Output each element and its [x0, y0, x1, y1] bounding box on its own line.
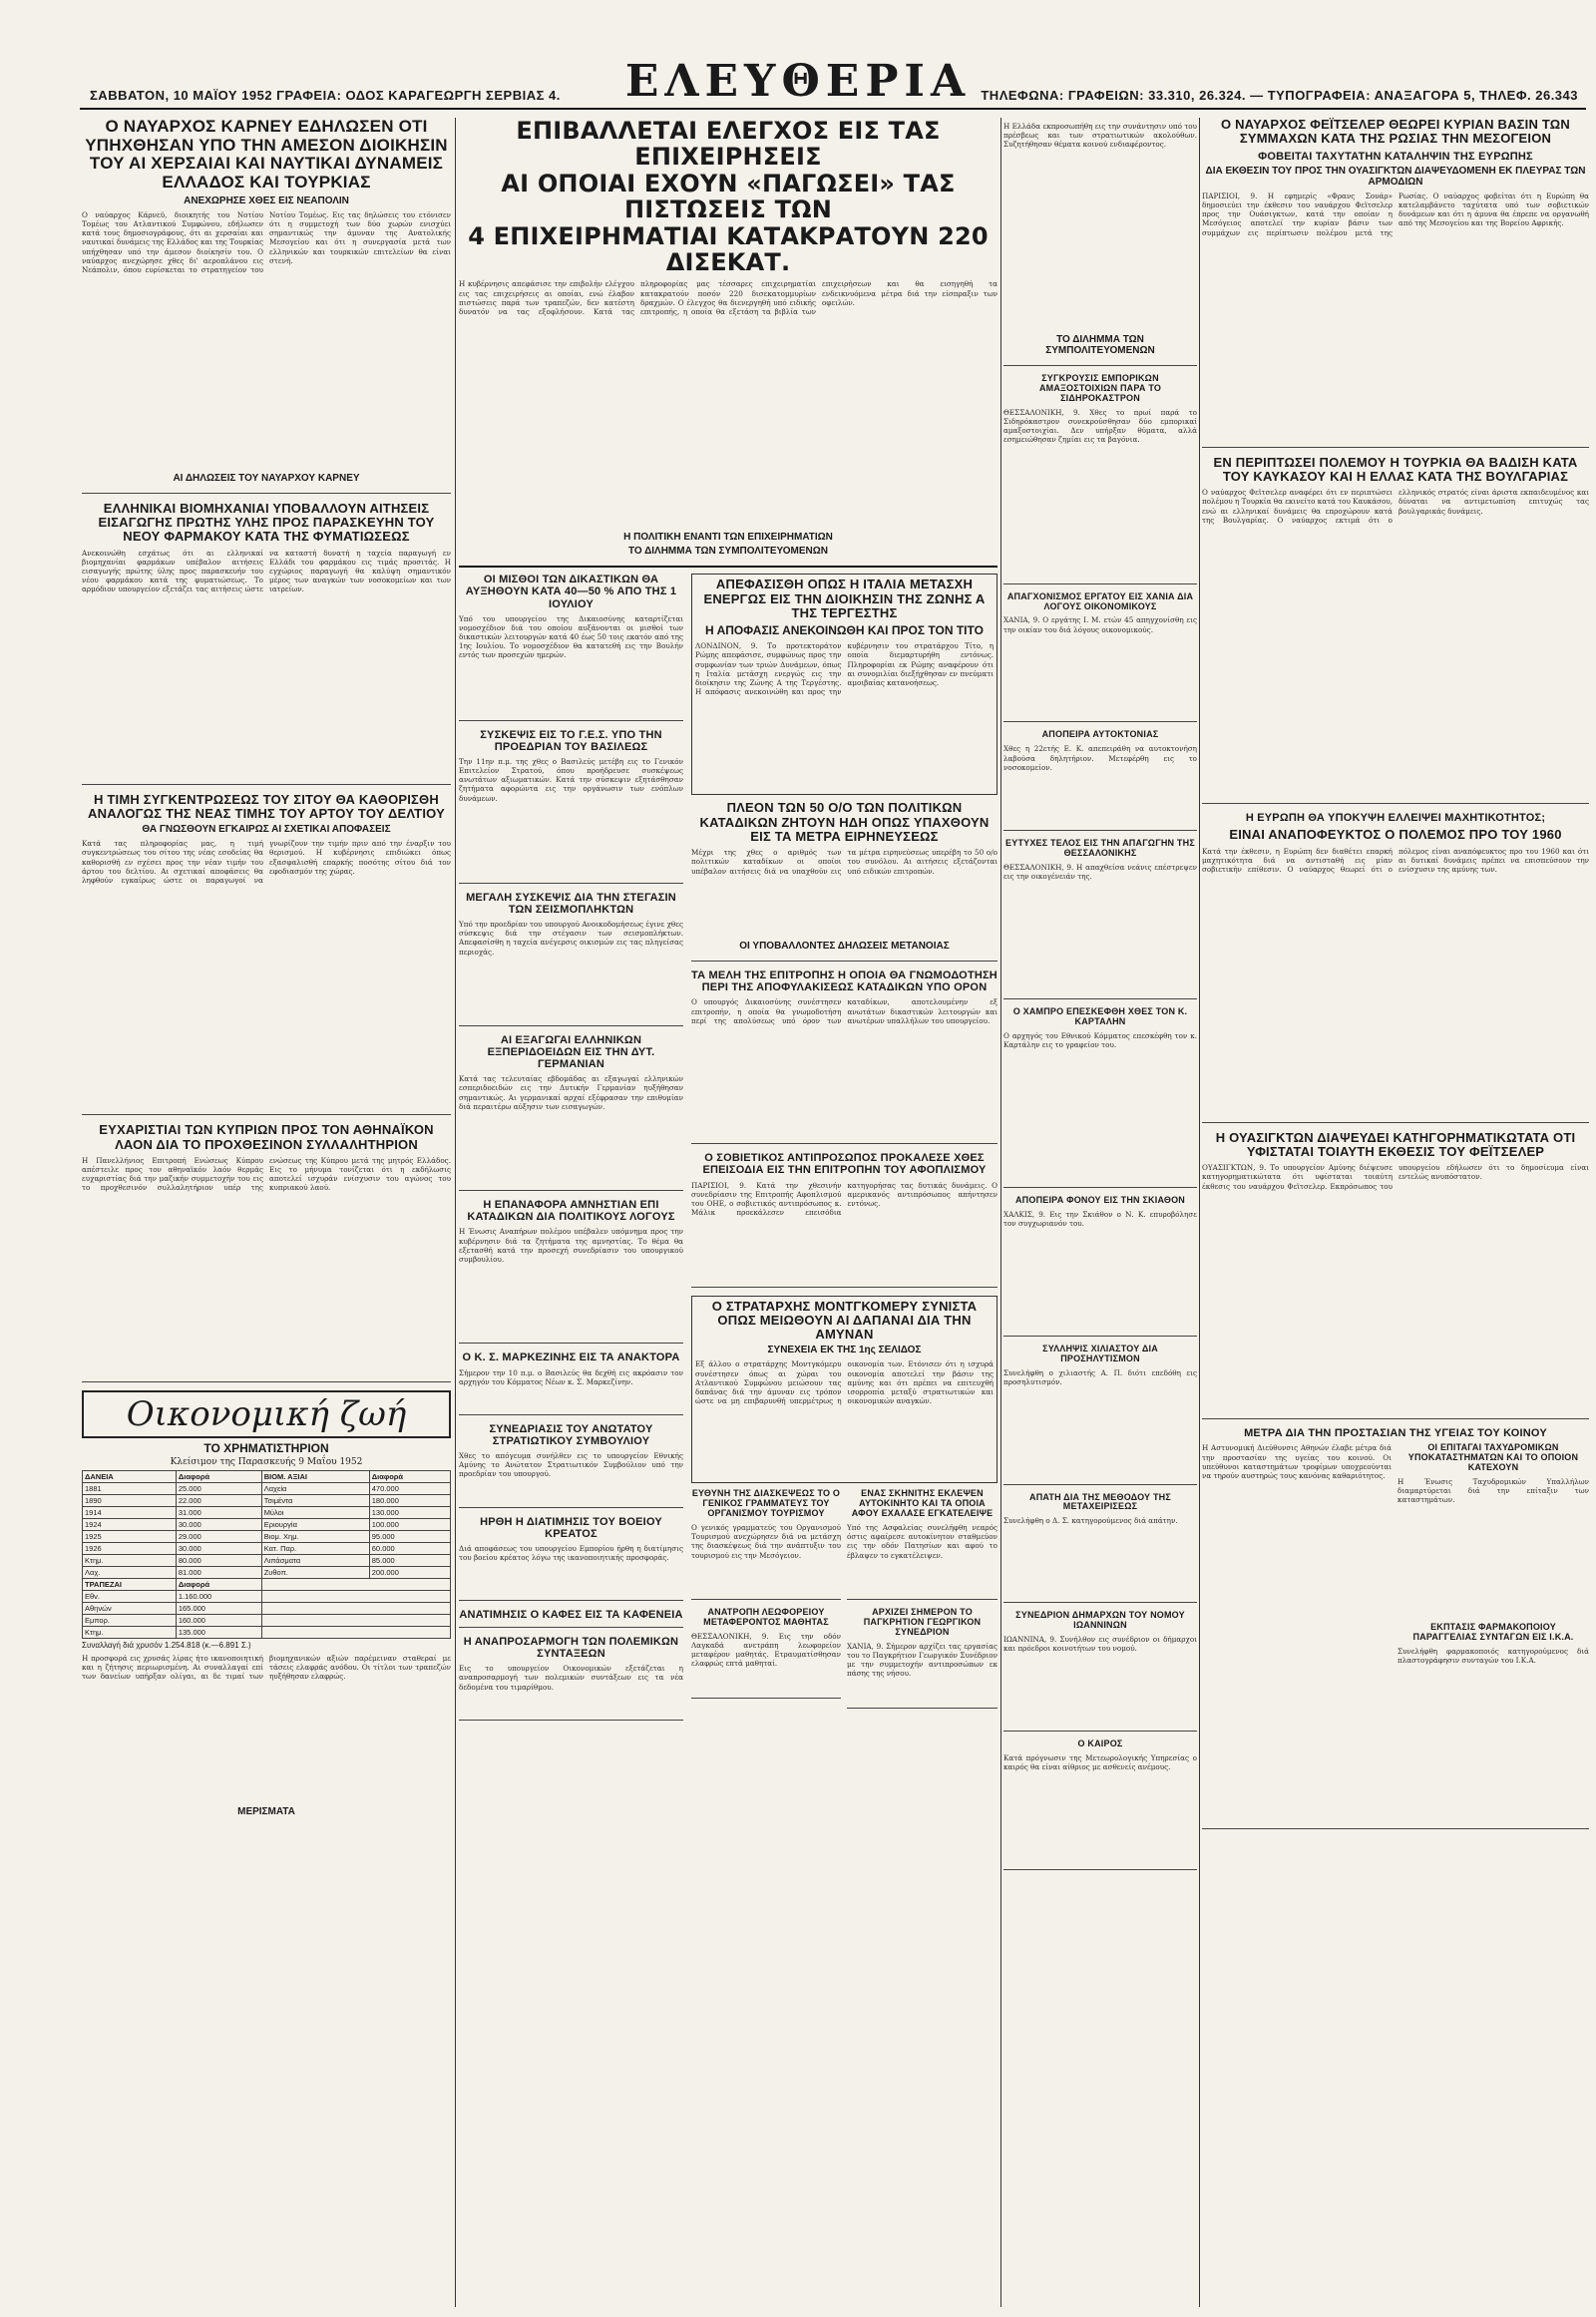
article-murder-attempt: [1003, 1196, 1197, 1337]
article-body: ΠΑΡΙΣΙΟΙ, 9. Κατά την χθεσινήν συνεδρίασιν της Επιτροπής Αφοπλισμού του ΟΗΕ, ο σοβιετικός αντιπρόσωπος κ. Μάλικ προεκάλεσεν επεισόδια κατηγορήσας τας δυτικάς δυνάμεις. Ο αμερικανός αντιπρόσωπος απήντησεν εντόνως.: [691, 1180, 998, 1218]
table-cell: 1925: [83, 1530, 177, 1542]
table-row: [83, 1494, 451, 1506]
table-row: [83, 1626, 451, 1638]
table-cell: Λαχεία: [261, 1482, 369, 1494]
table-cell: [261, 1578, 450, 1590]
article-subhead: Η ΠΟΛΙΤΙΚΗ ΕΝΑΝΤΙ ΤΩΝ ΕΠΙΧΕΙΡΗΜΑΤΙΩΝ: [623, 532, 833, 544]
article-headline: ΣΥΝΕΔΡΙΑΣΙΣ ΤΟΥ ΑΝΩΤΑΤΟΥ ΣΤΡΑΤΙΩΤΙΚΟΥ ΣΥΜΒΟΥΛΙΟΥ: [489, 1422, 653, 1447]
article-body: Ο ναύαρχος Κάρνεϋ, διοικητής του Νοτίου Τομέως του Ατλαντικού Συμφώνου, εδήλωσεν κατά τους δημοσιογράφους, ότι αι χερσαίαι και ναυτικαί δυνάμεις της Ελλάδος και της Τουρκίας υπήχθησαν υπό την άμεσον διοίκησίν του. Ο ναύαρχος ανεχώρησε χθες δι' αεροπλάνου εις Νεάπολιν, όπου ευρίσκεται το στρατηγείον του Νοτίου Τομέως. Εις τας δηλώσεις του ετόνισεν ότι η συμμετοχή των δύο χωρών ενισχύει σημαντικώς την άμυναν της Ανατολικής Μεσογείου και ότι η συνεργασία μετά των ελληνικών και τουρκικών επιτελείων θα είναι στενή.: [82, 209, 451, 274]
article-body: ΛΟΝΔΙΝΟΝ, 9. Το προτεκτοράτον Ρώμης απεφάσισε, συμφώνως προς την συμφωνίαν των τριών Δυνάμεων, όπως η Ιταλία μετάσχη ενεργώς εις την διοίκησιν της Ζώνης Α της Τεργέστης. Η απόφασις ανεκοινώθη και προς την κυβέρνησιν του στρατάρχου Τίτο, η οποία διεμαρτυρήθη εντόνως. Πληροφορίαι εκ Ρώμης αναφέρουν ότι αι συνομιλίαι διεξήχθησαν εν πνεύματι αμοιβαίας κατανοήσεως.: [695, 641, 994, 697]
article-turkey-greece-war: [1202, 456, 1589, 805]
column-left: [82, 118, 451, 2307]
article-headline: ΕΝ ΠΕΡΙΠΤΩΣΕΙ ΠΟΛΕΜΟΥ Η ΤΟΥΡΚΙΑ ΘΑ ΒΑΔΙΣΗ ΚΑΤΑ ΤΟΥ ΚΑΥΚΑΣΟΥ ΚΑΙ Η ΕΛΛΑΣ ΚΑΤΑ ΤΗΣ ΒΟΥΛΓΑΡΙΑΣ: [1213, 454, 1578, 484]
article-beef-price: [459, 1516, 683, 1601]
article-headline: ΑΝΑΤΡΟΠΗ ΛΕΩΦΟΡΕΙΟΥ ΜΕΤΑΦΕΡΟΝΤΟΣ ΜΑΘΗΤΑΣ: [703, 1607, 829, 1627]
table-cell: 1890: [83, 1494, 177, 1506]
article-body: Ο αρχηγός του Εθνικού Κόμματος επεσκέφθη τον κ. Καρτάλην εις το γραφείον του.: [1003, 1030, 1197, 1050]
article-continued: [1003, 122, 1197, 366]
article-body: Ο υπουργός Δικαιοσύνης συνέστησεν επιτροπήν, η οποία θα γνωμοδοτήση περί της απολύσεως υπό όρον των καταδίκων, αποτελουμένην εξ ανωτάτων δικαστικών λειτουργών και ανωτέρων υπαλλήλων του υπουργείου.: [691, 997, 998, 1025]
health-split: [1202, 1439, 1589, 1822]
table-cell: Κτημ.: [83, 1626, 177, 1638]
table-cell: 25.000: [176, 1482, 261, 1494]
table-cell: [261, 1602, 450, 1614]
article-fechteler: [1202, 118, 1589, 448]
table-cell: 29.000: [176, 1530, 261, 1542]
article-headline: ΑΡΧΙΖΕΙ ΣΗΜΕΡΟΝ ΤΟ ΠΑΓΚΡΗΤΙΟΝ ΓΕΩΡΓΙΚΟΝ ΣΥΝΕΔΡΙΟΝ: [863, 1607, 982, 1637]
table-cell: 100.000: [369, 1518, 450, 1530]
table-cell: 60.000: [369, 1542, 450, 1554]
article-body: Υπό του υπουργείου της Δικαιοσύνης καταρτίζεται νομοσχέδιον διά του οποίου αυξάνονται οι μισθοί των δικαστικών λειτουργών κατά 40 έως 50 τοις εκατόν από της 1ης Ιουλίου. Το νομοσχέδιον θα κατατεθή εις την Βουλήν εντός των προσεχών ημερών.: [459, 613, 683, 660]
table-row: [83, 1554, 451, 1566]
article-headline: ΤΑ ΜΕΛΗ ΤΗΣ ΕΠΙΤΡΟΠΗΣ Η ΟΠΟΙΑ ΘΑ ΓΝΩΜΟΔΟΤΗΣΗ ΠΕΡΙ ΤΗΣ ΑΠΟΦΥΛΑΚΙΣΕΩΣ ΚΑΤΑΔΙΚΩΝ ΥΠΟ ΟΡΟΝ: [691, 969, 998, 994]
article-fraud: [1003, 1493, 1197, 1604]
article-headline: Η ΟΥΑΣΙΓΚΤΩΝ ΔΙΑΨΕΥΔΕΙ ΚΑΤΗΓΟΡΗΜΑΤΙΚΩΤΑΤΑ ΟΤΙ ΥΦΙΣΤΑΤΑΙ ΤΟΙΑΥΤΗ ΕΚΘΕΣΙΣ ΤΟΥ ΦΕΪΤΣΕΛΕΡ: [1215, 1129, 1576, 1159]
article-montgomery: [691, 1296, 998, 1484]
article-wheat: [82, 793, 451, 1116]
column-narrow: [1003, 118, 1197, 2307]
article-headline: ΣΥΣΚΕΨΙΣ ΕΙΣ ΤΟ Γ.Ε.Σ. ΥΠΟ ΤΗΝ ΠΡΟΕΔΡΙΑΝ ΤΟΥ ΒΑΣΙΛΕΩΣ: [480, 728, 662, 753]
article-headline: Ο Κ. Σ. ΜΑΡΚΕΖΙΝΗΣ ΕΙΣ ΤΑ ΑΝΑΚΤΟΡΑ: [462, 1352, 680, 1364]
article-body: ΘΕΣΣΑΛΟΝΙΚΗ, 9. Χθες το πρωί παρά το Σιδηρόκαστρον συνεκρούσθησαν δύο εμπορικαί αμαξοστοιχίαι. Δεν υπήρξαν θύματα, αλλά εσημειώθησαν ζημίαι εις τα βαγόνια.: [1003, 407, 1197, 445]
table-cell: 80.000: [176, 1554, 261, 1566]
masthead-date-address: ΣΑΒΒΑΤΟΝ, 10 ΜΑΪΟΥ 1952 ΓΡΑΦΕΙΑ: ΟΔΟΣ ΚΑΡΑΓΕΩΡΓΗ ΣΕΡΒΙΑΣ 4.: [90, 88, 561, 103]
table-cell: 1926: [83, 1542, 177, 1554]
health-right: [1397, 1439, 1589, 1822]
article-headline: ΕΥΘΥΝΗ ΤΗΣ ΔΙΑΣΚΕΨΕΩΣ ΤΟ Ο ΓΕΝΙΚΟΣ ΓΡΑΜΜΑΤΕΥΣ ΤΟΥ ΟΡΓΑΝΙΣΜΟΥ ΤΟΥΡΙΣΜΟΥ: [691, 1488, 841, 1519]
article-headline: Η ΕΥΡΩΠΗ ΘΑ ΥΠΟΚΥΨΗ ΕΛΛΕΙΨΕΙ ΜΑΧΗΤΙΚΟΤΗΤΟΣ;: [1245, 812, 1546, 825]
table-cell: 180.000: [369, 1494, 450, 1506]
article-body: Η Πανελλήνιος Επιτροπή Ενώσεως Κύπρου απέστειλε προς τον αθηναϊκόν λαόν θερμάς ευχαριστίας διά την μαζικήν συμμετοχήν του εις το προχθεσινόν συλλαλητήριον υπέρ της ενώσεως της Κύπρου μετά της μητρός Ελλάδος. Εις το μήνυμα τονίζεται ότι η εκδήλωσις αποτελεί ισχυράν ενίσχυσιν του αγώνος του κυπριακού λαού.: [82, 1155, 451, 1193]
article-body: Υπό της Ασφαλείας συνελήφθη νεαρός όστις αφαίρεσε αυτοκίνητον σταθμεύον εις την οδόν Πατησίων και αφού το έβλαψεν το εγκατέλειψεν.: [847, 1523, 998, 1560]
article-body: Χθες η 22ετής Ε. Κ. απεπειράθη να αυτοκτονήση λαβούσα δηλητήριον. Μετεφέρθη εις το νοσοκομείον.: [1003, 744, 1197, 772]
article-body: Ο γενικός γραμματεύς του Οργανισμού Τουρισμού ανεχώρησεν διά να μετάσχη της διασκέψεως διά την ανάπτυξιν του τουρισμού εις την Μεσόγειον.: [691, 1523, 841, 1560]
center-bottom-split: [691, 1489, 998, 1716]
table-cell: Μύλοι: [261, 1506, 369, 1518]
table-cell: Λιπάσματα: [261, 1554, 369, 1566]
table-cell: 1924: [83, 1518, 177, 1530]
article-subhead: Η ΑΠΟΦΑΣΙΣ ΑΝΕΚΟΙΝΩΘΗ ΚΑΙ ΠΡΟΣ ΤΟΝ ΤΙΤΟ: [705, 623, 984, 638]
article-tourism: [691, 1489, 841, 1600]
table-header: ΔΑΝΕΙΑ: [83, 1470, 177, 1482]
table-row: [83, 1530, 451, 1542]
article-headline: Η ΕΠΑΝΑΦΟΡΑ ΑΜΝΗΣΤΙΑΝ ΕΠΙ ΚΑΤΑΔΙΚΩΝ ΔΙΑ ΠΟΛΙΤΙΚΟΥΣ ΛΟΓΟΥΣ: [467, 1199, 675, 1224]
table-row: [83, 1542, 451, 1554]
masthead: [0, 0, 1596, 112]
column-right: [1202, 118, 1589, 2307]
article-train-collision: [1003, 374, 1197, 584]
article-headline: ΦΟΒΕΙΤΑΙ ΤΑΧΥΤΑΤΗΝ ΚΑΤΑΛΗΨΙΝ ΤΗΣ ΕΥΡΩΠΗΣ: [1258, 150, 1533, 163]
article-headline: ΕΥΧΑΡΙΣΤΙΑΙ ΤΩΝ ΚΥΠΡΙΩΝ ΠΡΟΣ ΤΟΝ ΑΘΗΝΑΪΚΟΝ ΛΑΟΝ ΔΙΑ ΤΟ ΠΡΟΧΘΕΣΙΝΟΝ ΣΥΛΛΑΛΗΤΗΡΙΟΝ: [99, 1122, 434, 1152]
stock-table: [82, 1470, 451, 1639]
article-judges-salaries: [459, 574, 683, 720]
article-release-committee: [691, 969, 998, 1144]
article-body: ΟΥΑΣΙΓΚΤΩΝ, 9. Το υπουργείον Αμύνης διέψευσε κατηγορηματικώτατα ότι υφίσταται τοιαύτη έκθεσις του ναυάρχου Φεϊτσελερ. Εκπρόσωπος του υπουργείου εδήλωσεν ότι το δημοσίευμα είναι εντελώς ανυπόστατον.: [1202, 1163, 1589, 1191]
section-subtitle: ΤΟ ΧΡΗΜΑΤΙΣΤΗΡΙΟΝ: [203, 1440, 329, 1455]
article-mayors: [1003, 1611, 1197, 1732]
article-cretan-congress: [847, 1608, 998, 1709]
table-cell: Εμπορ.: [83, 1614, 177, 1626]
article-pharma: [82, 502, 451, 785]
lead-headline-line: 4 ΕΠΙΧΕΙΡΗΜΑΤΙΑΙ ΚΑΤΑΚΡΑΤΟΥΝ 220 ΔΙΣΕΚΑΤ.: [468, 221, 989, 276]
article-markezinis: [459, 1352, 683, 1414]
table-header-row: [83, 1578, 451, 1590]
article-headline: Ο ΣΤΡΑΤΑΡΧΗΣ ΜΟΝΤΓΚΟΜΕΡΥ ΣΥΝΙΣΤΑ ΟΠΩΣ ΜΕΙΩΘΟΥΝ ΑΙ ΔΑΠΑΝΑΙ ΔΙΑ ΤΗΝ ΑΜΥΝΑΝ: [711, 1298, 978, 1343]
article-war-pensions: [459, 1636, 683, 1721]
article-proselytism: [1003, 1345, 1197, 1485]
article-citrus-exports: [459, 1034, 683, 1191]
article-body: Η προσφορά εις χρυσάς λίρας ήτο ικανοποιητική και η ζήτησις περιωρισμένη. Αι συναλλαγαί επί των δανείων υπήρξαν ολίγαι, αι δε τιμαί των βιομηχανικών αξιών παρέμειναν σταθεραί με τάσεις ελαφράς ανόδου. Οι τίτλοι των τραπεζών ηυξήθησαν ελαφρώς.: [82, 1653, 451, 1682]
table-header: Διαφορά: [176, 1578, 261, 1590]
health-left: [1202, 1439, 1392, 1822]
gold-transactions-total: Συναλλαγή διά χρυσόν 1.254.818 (κ.—6.891 Σ.): [82, 1640, 251, 1650]
article-body: ΧΑΛΚΙΣ, 9. Εις την Σκιάθον ο Ν. Κ. επυροβόλησε τον συγχωριανόν του.: [1003, 1209, 1197, 1228]
article-body: Εις το υπουργείον Οικονομικών εξετάζεται η αναπροσαρμογή των πολεμικών συντάξεων εις τα νέα δεδομένα του τιμαρίθμου.: [459, 1664, 683, 1692]
table-cell: [261, 1614, 450, 1626]
table-cell: Τσιμέντα: [261, 1494, 369, 1506]
table-cell: 1.160.000: [176, 1590, 261, 1602]
article-body: Κατά τας τελευταίας εβδομάδας αι εξαγωγαί ελληνικών εσπεριδοειδών εις την Δυτικήν Γερμανίαν ηυξήθησαν σημαντικώς. Αι γερμανικαί αρχαί εξέφρασαν την επιθυμίαν διά περαιτέρω αύξησιν των εισαγωγών.: [459, 1074, 683, 1111]
table-cell: Εθν.: [83, 1590, 177, 1602]
article-headline: Ο ΧΑΜΠΡΟ ΕΠΕΣΚΕΦΘΗ ΧΘΕΣ ΤΟΝ Κ. ΚΑΡΤΑΛΗΝ: [1012, 1006, 1188, 1027]
article-king-meeting: [459, 729, 683, 884]
table-cell: 22.000: [176, 1494, 261, 1506]
article-earthquake-housing: [459, 892, 683, 1026]
table-cell: 165.000: [176, 1602, 261, 1614]
article-soviet-delegate: [691, 1152, 998, 1287]
article-body: ΠΑΡΙΣΙΟΙ, 9. Η εφημερίς «Φρανς Σουάρ» δημοσιεύει την έκθεσιν του ναυάρχου Φεϊτσελερ προς την Ουάσιγκτων, κατά την οποίαν η Μεσόγειος αποτελεί την κυρίαν βάσιν των συμμάχων εις περίπτωσιν πολέμου μετά της Ρωσίας. Ο ναύαρχος φοβείται ότι η Ευρώπη θα κατελαμβάνετο ταχύτατα υπό των σοβιετικών δυνάμεων και ότι η άμυνα θα έπρεπε να οργανωθή από της Μεσογείου και της Βορείου Αφρικής.: [1202, 191, 1589, 237]
article-headline: ΜΕΓΑΛΗ ΣΥΣΚΕΨΙΣ ΔΙΑ ΤΗΝ ΣΤΕΓΑΣΙΝ ΤΩΝ ΣΕΙΣΜΟΠΛΗΚΤΩΝ: [466, 891, 676, 916]
table-row: [83, 1590, 451, 1602]
article-worker-suicide: [1003, 592, 1197, 723]
article-trieste: [691, 574, 998, 795]
article-headline: ΑΠΑΓΧΟΝΙΣΜΟΣ ΕΡΓΑΤΟΥ ΕΙΣ ΧΑΝΙΑ ΔΙΑ ΛΟΓΟΥΣ ΟΙΚΟΝΟΜΙΚΟΥΣ: [1006, 590, 1194, 611]
article-amnesty: [459, 1199, 683, 1344]
table-row: [83, 1506, 451, 1518]
table-cell: 200.000: [369, 1566, 450, 1578]
article-body: Η Αστυνομική Διεύθυνσις Αθηνών έλαβε μέτρα διά την προστασίαν της υγείας του κοινού. Οι υπεύθυνοι καταστημάτων τροφίμων υποχρεούνται να τηρούν αυστηρώς τους κανόνας καθαριότητος.: [1202, 1443, 1392, 1480]
center-right-subcolumn: [691, 574, 998, 1729]
table-row: [83, 1602, 451, 1614]
article-body: Χθες το απόγευμα συνήλθεν εις το υπουργείον Εθνικής Αμύνης το Ανώτατον Στρατιωτικόν Συμβούλιον υπό την προεδρίαν του υπουργού.: [459, 1450, 683, 1479]
article-headline: ΣΥΛΛΗΨΙΣ ΧΙΛΙΑΣΤΟΥ ΔΙΑ ΠΡΟΣΗΛΥΤΙΣΜΟΝ: [1042, 1343, 1158, 1363]
article-headline: Ο ΚΑΙΡΟΣ: [1077, 1738, 1123, 1749]
table-row: [83, 1614, 451, 1626]
article-headline: ΟΙ ΜΙΣΘΟΙ ΤΩΝ ΔΙΚΑΣΤΙΚΩΝ ΘΑ ΑΥΞΗΘΟΥΝ ΚΑΤΑ 40—50 % ΑΠΟ ΤΗΣ 1 ΙΟΥΛΙΟΥ: [465, 574, 677, 610]
table-cell: 135.000: [176, 1626, 261, 1638]
article-headline: Η ΑΝΑΠΡΟΣΑΡΜΟΓΗ ΤΩΝ ΠΟΛΕΜΙΚΩΝ ΣΥΝΤΑΞΕΩΝ: [463, 1636, 679, 1661]
article-body: Την 11ην π.μ. της χθες ο Βασιλεύς μετέβη εις το Γενικόν Επιτελείον Στρατού, όπου προήδρευσε συσκέψεως ανωτάτων αξιωματικών. Κατά την σύσκεψιν εξητάσθησαν ζητήματα αφορώντα εις την οργάνωσιν των ενόπλων δυνάμεων.: [459, 756, 683, 803]
article-body: Ο ναύαρχος Φεϊτσελερ αναφέρει ότι εν περιπτώσει πολέμου η Τουρκία θα εκινείτο κατά του Καυκάσου, ενώ αι ελληνικαί δυνάμεις θα επροχώρουν κατά της Βουλγαρίας. Ο ναύαρχος εκτιμά ότι ο ελληνικός στρατός είναι άριστα εκπαιδευμένος και δύναται να αντιμετωπίση επιτυχώς τας βουλγαρικάς δυνάμεις.: [1202, 488, 1589, 525]
article-headline: Η ΤΙΜΗ ΣΥΓΚΕΝΤΡΩΣΕΩΣ ΤΟΥ ΣΙΤΟΥ ΘΑ ΚΑΘΟΡΙΣΘΗ ΑΝΑΛΟΓΩΣ ΤΗΣ ΝΕΑΣ ΤΙΜΗΣ ΤΟΥ ΑΡΤΟΥ ΤΟΥ ΔΕΛΤΙΟΥ: [88, 791, 445, 821]
article-subhead: ΜΕΡΙΣΜΑΤΑ: [237, 1805, 295, 1817]
article-karney: [82, 118, 451, 494]
article-body: Εξ άλλου ο στρατάρχης Μοντγκόμερυ συνέστησεν όπως αι χώραι του Ατλαντικού Συμφώνου μειώσουν τας δαπάνας διά την άμυναν εις τρόπον ώστε να μη επιβαρυνθή υπερμέτρως η οικονομία των. Ετόνισεν ότι η ισχυρά οικονομία αποτελεί την βάσιν της αμύνης και ότι πρέπει να επιτευχθή ισορροπία μεταξύ στρατιωτικών και οικονομικών αναγκών.: [695, 1359, 994, 1406]
article-car-theft: [847, 1489, 998, 1600]
article-headline: ΣΥΝΕΔΡΙΟΝ ΔΗΜΑΡΧΩΝ ΤΟΥ ΝΟΜΟΥ ΙΩΑΝΝΙΝΩΝ: [1015, 1610, 1185, 1631]
table-cell: Κατ. Παρ.: [261, 1542, 369, 1554]
table-cell: 31.000: [176, 1506, 261, 1518]
article-body: Μέχρι της χθες ο αριθμός των πολιτικών καταδίκων οι οποίοι υπέβαλον αιτήσεις διά να υπαχθούν εις τα μέτρα ειρηνεύσεως υπερέβη το 50 ο/ο του συνόλου. Αι αιτήσεις εξετάζονται υπό ειδικών επιτροπών.: [691, 848, 998, 876]
article-headline: ΑΝΑΤΙΜΗΣΙΣ Ο ΚΑΦΕΣ ΕΙΣ ΤΑ ΚΑΦΕΝΕΙΑ: [459, 1608, 683, 1621]
table-header: Διαφορά: [176, 1470, 261, 1482]
table-cell: 85.000: [369, 1554, 450, 1566]
article-subhead: ΘΑ ΓΝΩΣΘΟΥΝ ΕΓΚΑΙΡΩΣ ΑΙ ΣΧΕΤΙΚΑΙ ΑΠΟΦΑΣΕΙΣ: [142, 824, 391, 836]
article-subhead: ΤΟ ΔΙΛΗΜΜΑ ΤΩΝ ΣΥΜΠΟΛΙΤΕΥΟΜΕΝΩΝ: [1045, 334, 1155, 356]
article-headline: ΗΡΘΗ Η ΔΙΑΤΙΜΗΣΙΣ ΤΟΥ ΒΟΕΙΟΥ ΚΡΕΑΤΟΣ: [480, 1515, 662, 1540]
table-cell: 1914: [83, 1506, 177, 1518]
article-headline: ΑΠΑΤΗ ΔΙΑ ΤΗΣ ΜΕΘΟΔΟΥ ΤΗΣ ΜΕΤΑΧΕΙΡΙΣΕΩΣ: [1029, 1491, 1171, 1512]
article-europe-war-1960: [1202, 812, 1589, 1122]
column-divider: [1000, 118, 1001, 2307]
article-body: ΙΩΑΝΝΙΝΑ, 9. Συνήλθον εις συνέδριον οι δήμαρχοι και πρόεδροι κοινοτήτων του νομού.: [1003, 1635, 1197, 1654]
article-headline: ΑΠΟΠΕΙΡΑ ΑΥΤΟΚΤΟΝΙΑΣ: [1041, 729, 1159, 740]
article-headline: ΑΠΟΠΕΙΡΑ ΦΟΝΟΥ ΕΙΣ ΤΗΝ ΣΚΙΑΘΟΝ: [1014, 1194, 1186, 1205]
center-bottom-left: [691, 1489, 841, 1716]
article-body: Σήμερον την 10 π.μ. ο Βασιλεύς θα δεχθή εις ακρόασιν τον αρχηγόν του Κόμματος Νέων κ. Σ. Μαρκεζίνην.: [459, 1367, 683, 1386]
table-row: [83, 1482, 451, 1494]
article-body: Η Ελλάδα εκπροσωπήθη εις την συνάντησιν υπό του πρέσβεως και των στρατιωτικών ακολούθων. Συζητήθησαν θέματα κοινού ενδιαφέροντος.: [1003, 122, 1197, 150]
table-row: [83, 1566, 451, 1578]
article-body: Ανεκοινώθη εσχάτως ότι αι ελληνικαί βιομηχανίαι φαρμάκων υπέβαλον αιτήσεις εισαγωγής πρώτης ύλης προς παρασκευήν του νέου φαρμάκου κατά της φυματιώσεως. Το αρμόδιον υπουργείον εξετάζει τας αιτήσεις ώστε να καταστή δυνατή η ταχεία παραγωγή εν Ελλάδι του φαρμάκου εις τιμάς προσιτάς. Η εγχώριος παραγωγή θα καλύψη σημαντικόν μέρος των αναγκών των νοσοκομείων και των ιατρείων.: [82, 548, 451, 594]
article-subhead: ΑΝΕΧΩΡΗΣΕ ΧΘΕΣ ΕΙΣ ΝΕΑΠΟΛΙΝ: [184, 194, 349, 206]
article-subhead: ΤΟ ΔΙΛΗΜΜΑ ΤΩΝ ΣΥΜΠΟΛΙΤΕΥΟΜΕΝΩΝ: [627, 546, 829, 558]
lead-headline-line: ΕΠΙΒΑΛΛΕΤΑΙ ΕΛΕΓΧΟΣ ΕΙΣ ΤΑΣ ΕΠΙΧΕΙΡΗΣΕΙΣ: [516, 118, 941, 172]
table-cell: 130.000: [369, 1506, 450, 1518]
article-body: Κατά τας πληροφορίας μας, η τιμή συγκεντρώσεως του σίτου της νέας εσοδείας θα καθορισθή εν σχέσει προς την νέαν τιμήν του άρτου του δελτίου. Αι σχετικαί αποφάσεις θα ληφθούν εγκαίρως ώστε οι παραγωγοί να γνωρίζουν την τιμήν πριν από την έναρξιν του θερισμού. Η κυβέρνησις επιδιώκει όπως εξασφαλισθή επαρκής ποσότης σίτου διά τον εφοδιασμόν της χώρας.: [82, 839, 451, 886]
center-bottom-right: [847, 1489, 998, 1716]
article-headline: Ο ΣΟΒΙΕΤΙΚΟΣ ΑΝΤΙΠΡΟΣΩΠΟΣ ΠΡΟΚΑΛΕΣΕ ΧΘΕΣ ΕΠΕΙΣΟΔΙΑ ΕΙΣ ΤΗΝ ΕΠΙΤΡΟΠΗΝ ΤΟΥ ΑΦΟΠΛΙΣΜΟΥ: [702, 1152, 987, 1177]
center-split: [459, 574, 998, 1729]
article-bus-accident: [691, 1608, 841, 1699]
newspaper-title: ΕΛΕΥΘΕΡΙΑ: [624, 56, 972, 107]
article-body: Η Ένωσις Αναπήρων πολέμου υπέβαλεν υπόμνημα προς την κυβέρνησιν διά τα ζητήματα της αμνηστίας. Το θέμα θα εξετασθή κατά την προσεχή συνεδρίασιν του υπουργικού συμβουλίου.: [459, 1227, 683, 1265]
market-close-date: Κλείσιμον της Παρασκευής 9 Μαΐου 1952: [170, 1456, 363, 1467]
article-body: Κατά πρόγνωσιν της Μετεωρολογικής Υπηρεσίας ο καιρός θα είναι αίθριος με ασθενείς ανέμους.: [1003, 1753, 1197, 1772]
masthead-rule: [80, 108, 1586, 110]
article-visit: [1003, 1007, 1197, 1188]
article-body: Διά αποφάσεως του υπουργείου Εμπορίου ήρθη η διατίμησις του βοείου κρέατος λόγω της ικανοποιητικής προσφοράς.: [459, 1543, 683, 1563]
table-header: Διαφορά: [369, 1470, 450, 1482]
lead-article: [459, 118, 998, 568]
article-headline: ΣΥΓΚΡΟΥΣΙΣ ΕΜΠΟΡΙΚΩΝ ΑΜΑΞΟΣΤΟΙΧΙΩΝ ΠΑΡΑ ΤΟ ΣΙΔΗΡΟΚΑΣΤΡΟΝ: [1038, 373, 1162, 403]
masthead-phones: ΤΗΛΕΦΩΝΑ: ΓΡΑΦΕΙΩΝ: 33.310, 26.324. — ΤΥΠΟΓΡΑΦΕΙΑ: ΑΝΑΞΑΓΟΡΑ 5, ΤΗΛΕΦ. 26.343: [981, 88, 1578, 103]
table-cell: 30.000: [176, 1542, 261, 1554]
article-suicide-attempt: [1003, 730, 1197, 831]
article-military-council: [459, 1423, 683, 1508]
column-center: [459, 118, 998, 2307]
table-cell: Αθηνών: [83, 1602, 177, 1614]
table-header: ΒΙΟΜ. ΑΞΙΑΙ: [261, 1470, 369, 1482]
article-body: ΘΕΣΣΑΛΟΝΙΚΗ, 9. Η απαχθείσα νεάνις επέστρεψεν εις την οικογένειάν της.: [1003, 863, 1197, 882]
table-cell: 1881: [83, 1482, 177, 1494]
article-body: Υπό την προεδρίαν του υπουργού Ανοικοδομήσεως έγινε χθες σύσκεψις διά την στέγασιν των σεισμοπλήκτων. Απεφασίσθη η ταχεία ανέγερσις οικισμών εις τας πληγείσας περιοχάς.: [459, 920, 683, 957]
article-political-prisoners: [691, 801, 998, 962]
article-headline: ΕΛΛΗΝΙΚΑΙ ΒΙΟΜΗΧΑΝΙΑΙ ΥΠΟΒΑΛΛΟΥΝ ΑΙΤΗΣΕΙΣ ΕΙΣΑΓΩΓΗΣ ΠΡΩΤΗΣ ΥΛΗΣ ΠΡΟΣ ΠΑΡΑΣΚΕΥΗΝ ΤΟΥ ΝΕΟΥ ΦΑΡΜΑΚΟΥ ΚΑΤΑ ΤΗΣ ΦΥΜΑΤΙΩΣΕΩΣ: [98, 500, 435, 545]
article-subhead: ΟΙ ΥΠΟΒΑΛΛΟΝΤΕΣ ΔΗΛΩΣΕΙΣ ΜΕΤΑΝΟΙΑΣ: [739, 941, 950, 953]
economic-life-section: [82, 1390, 451, 1817]
article-headline: ΟΙ ΕΠΙΤΑΓΑΙ ΤΑΧΥΔΡΟΜΙΚΩΝ ΥΠΟΚΑΤΑΣΤΗΜΑΤΩΝ ΚΑΙ ΤΟ ΟΠΟΙΟΝ ΚΑΤΕΧΟΥΝ: [1407, 1442, 1579, 1473]
article-subhead: ΣΥΝΕΧΕΙΑ ΕΚ ΤΗΣ 1ης ΣΕΛΙΔΟΣ: [767, 1345, 922, 1356]
center-left-subcolumn: [459, 574, 683, 1729]
column-divider: [455, 118, 456, 2307]
article-public-health: [1202, 1427, 1589, 1829]
lead-headline-line: ΑΙ ΟΠΟΙΑΙ ΕΧΟΥΝ «ΠΑΓΩΣΕΙ» ΤΑΣ ΠΙΣΤΩΣΕΙΣ ΤΩΝ: [501, 169, 956, 224]
article-body: Συνελήφθη ο χιλιαστής Α. Π. διότι επεδόθη εις προσηλυτισμόν.: [1003, 1367, 1197, 1386]
article-headline: Ο ΝΑΥΑΡΧΟΣ ΚΑΡΝΕΥ ΕΔΗΛΩΣΕΝ ΟΤΙ ΥΠΗΧΘΗΣΑΝ ΥΠΟ ΤΗΝ ΑΜΕΣΟΝ ΔΙΟΙΚΗΣΙΝ ΤΟΥ ΑΙ ΧΕΡΣΑΙΑΙ ΚΑΙ ΝΑΥΤΙΚΑΙ ΔΥΝΑΜΕΙΣ ΕΛΛΑΔΟΣ ΚΑΙ ΤΟΥΡΚΙΑΣ: [85, 118, 448, 193]
table-header-row: [83, 1470, 451, 1482]
article-headline: Ο ΝΑΥΑΡΧΟΣ ΦΕΪΤΣΕΛΕΡ ΘΕΩΡΕΙ ΚΥΡΙΑΝ ΒΑΣΙΝ ΤΩΝ ΣΥΜΜΑΧΩΝ ΚΑΤΑ ΤΗΣ ΡΩΣΙΑΣ ΤΗΝ ΜΕΣΟΓΕΙΟΝ: [1220, 118, 1571, 147]
article-body: Συνελήφθη ο Δ. Σ. κατηγορούμενος διά απάτην.: [1003, 1516, 1178, 1526]
table-header: ΤΡΑΠΕΖΑΙ: [83, 1578, 177, 1590]
article-body: Η κυβέρνησις απεφάσισε την επιβολήν ελέγχου εις τας επιχειρήσεις αι οποίαι, ενώ έλαβον πιστώσεις παρά των τραπεζών, δεν κατέστη δυνατόν να τας εξοφλήσουν. Κατά τας πληροφορίας μας τέσσαρες επιχειρηματίαι κατακρατούν ποσόν 220 δισεκατομμυρίων δραχμών. Ο έλεγχος θα διενεργηθή υπό ειδικής επιτροπής, η οποία θα εξετάση τα βιβλία των επιχειρήσεων και θα εισηγηθή τα ενδεικνυόμενα μέτρα διά την είσπραξιν των οφειλών.: [459, 279, 998, 316]
table-cell: Λαχ.: [83, 1566, 177, 1578]
article-body: ΘΕΣΣΑΛΟΝΙΚΗ, 9. Εις την οδόν Λαγκαδά ανετράπη λεωφορείον μεταφέρον μαθητάς. Ετραυματίσθησαν ελαφρώς επτά μαθηταί.: [691, 1631, 841, 1669]
table-row: [83, 1518, 451, 1530]
article-headline: ΕΚΠΤΑΣΙΣ ΦΑΡΜΑΚΟΠΟΙΟΥ ΠΑΡΑΓΓΕΛΙΑΣ ΣΥΝΤΑΓΩΝ ΕΙΣ Ι.Κ.Α.: [1412, 1622, 1574, 1642]
article-subhead: ΔΙΑ ΕΚΘΕΣΙΝ ΤΟΥ ΠΡΟΣ ΤΗΝ ΟΥΑΣΙΓΚΤΩΝ ΔΙΑΨΕΥΔΟΜΕΝΗ ΕΚ ΠΛΕΥΡΑΣ ΤΩΝ ΑΡΜΟΔΙΩΝ: [1205, 165, 1586, 188]
article-weather: [1003, 1739, 1197, 1870]
table-cell: Ζυθοπ.: [261, 1566, 369, 1578]
article-headline: ΕΙΝΑΙ ΑΝΑΠΟΦΕΥΚΤΟΣ Ο ΠΟΛΕΜΟΣ ΠΡΟ ΤΟΥ 1960: [1229, 827, 1562, 843]
article-abduction: [1003, 839, 1197, 999]
article-headline: ΑΙ ΕΞΑΓΩΓΑΙ ΕΛΛΗΝΙΚΩΝ ΕΞΠΕΡΙΔΟΕΙΔΩΝ ΕΙΣ ΤΗΝ ΔΥΤ. ΓΕΡΜΑΝΙΑΝ: [487, 1034, 655, 1071]
table-cell: [261, 1590, 450, 1602]
article-headline: ΕΝΑΣ ΣΚΗΝΙΤΗΣ ΕΚΛΕΨΕΝ ΑΥΤΟΚΙΝΗΤΟ ΚΑΙ ΤΑ ΟΠΟΙΑ ΑΦΟΥ ΕΧΑΛΑΣΕ ΕΓΚΑΤΕΛΕΙΨΕ: [851, 1488, 994, 1519]
article-subhead: ΑΙ ΔΗΛΩΣΕΙΣ ΤΟΥ ΝΑΥΑΡΧΟΥ ΚΑΡΝΕΥ: [173, 472, 360, 484]
table-cell: 470.000: [369, 1482, 450, 1494]
article-body: Συνελήφθη φαρμακοποιός κατηγορούμενος διά πλαστογράφησιν συνταγών του Ι.Κ.Α.: [1397, 1646, 1589, 1666]
article-headline: ΠΛΕΟΝ ΤΩΝ 50 Ο/Ο ΤΩΝ ΠΟΛΙΤΙΚΩΝ ΚΑΤΑΔΙΚΩΝ ΖΗΤΟΥΝ ΗΔΗ ΟΠΩΣ ΥΠΑΧΘΟΥΝ ΕΙΣ ΤΑ ΜΕΤΡΑ ΕΙΡΗΝΕΥΣΕΩΣ: [699, 800, 990, 844]
article-headline: ΕΥΤΥΧΕΣ ΤΕΛΟΣ ΕΙΣ ΤΗΝ ΑΠΑΓΩΓΗΝ ΤΗΣ ΘΕΣΣΑΛΟΝΙΚΗΣ: [1005, 838, 1195, 859]
article-body: Κατά την έκθεσιν, η Ευρώπη δεν διαθέτει επαρκή μαχητικότητα διά να αντισταθή εις μίαν σοβιετικήν επίθεσιν. Ο ναύαρχος θεωρεί ότι ο πόλεμος είναι αναπόφευκτος προ του 1960 και ότι αι δυτικαί δυνάμεις πρέπει να επισπεύσουν την ενίσχυσιν της αμύνης των.: [1202, 846, 1589, 875]
article-headline: ΑΠΕΦΑΣΙΣΘΗ ΟΠΩΣ Η ΙΤΑΛΙΑ ΜΕΤΑΣΧΗ ΕΝΕΡΓΩΣ ΕΙΣ ΤΗΝ ΔΙΟΙΚΗΣΙΝ ΤΗΣ ΖΩΝΗΣ Α ΤΗΣ ΤΕΡΓΕΣΤΗΣ: [703, 577, 986, 620]
section-title: Οικονομική ζωή: [82, 1390, 451, 1438]
article-coffee: [459, 1609, 683, 1628]
article-body: ΧΑΝΙΑ, 9. Ο εργάτης Ι. Μ. ετών 45 απηγχονίσθη εις την οικίαν του διά λόγους οικονομικούς.: [1003, 615, 1197, 634]
table-cell: Βιομ. Χημ.: [261, 1530, 369, 1542]
table-cell: Κτημ.: [83, 1554, 177, 1566]
article-cyprus: [82, 1123, 451, 1382]
article-washington-denial: [1202, 1131, 1589, 1420]
table-cell: Εριουργία: [261, 1518, 369, 1530]
table-cell: [261, 1626, 450, 1638]
article-body: Η Ένωσις Ταχυδρομικών Υπαλλήλων διαμαρτύρεται διά την επίταξιν των καταστημάτων.: [1397, 1477, 1589, 1505]
table-cell: 30.000: [176, 1518, 261, 1530]
table-cell: 95.000: [369, 1530, 450, 1542]
article-body: ΧΑΝΙΑ, 9. Σήμερον αρχίζει τας εργασίας του το Παγκρήτιον Γεωργικόν Συνέδριον με την συμμετοχήν αντιπροσώπων εκ πάσης της νήσου.: [847, 1641, 998, 1679]
table-cell: 160.000: [176, 1614, 261, 1626]
table-cell: 81.000: [176, 1566, 261, 1578]
column-divider: [1199, 118, 1200, 2307]
article-headline: ΜΕΤΡΑ ΔΙΑ ΤΗΝ ΠΡΟΣΤΑΣΙΑΝ ΤΗΣ ΥΓΕΙΑΣ ΤΟΥ ΚΟΙΝΟΥ: [1244, 1427, 1547, 1440]
